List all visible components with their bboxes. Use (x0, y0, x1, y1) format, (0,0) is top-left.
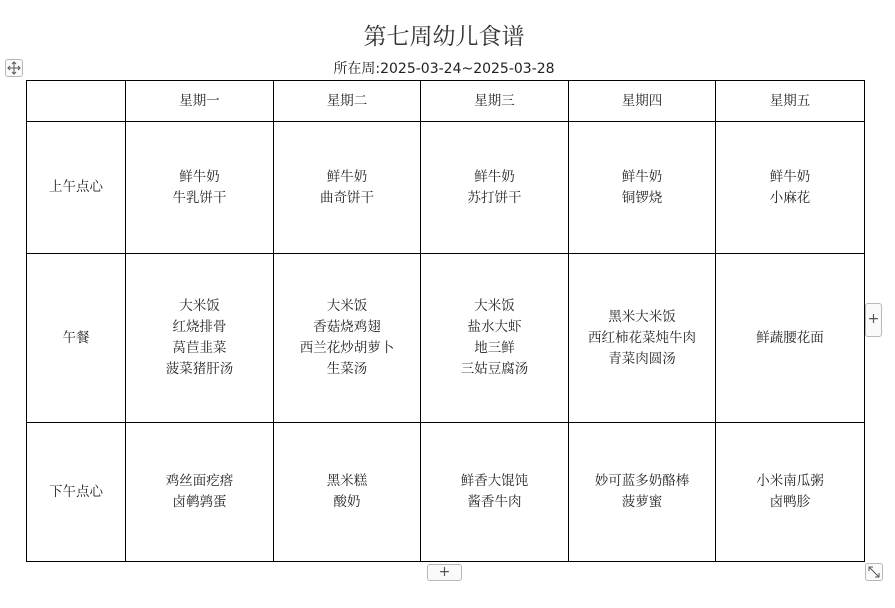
menu-item: 青菜肉圆汤 (608, 350, 676, 367)
menu-cell[interactable] (274, 254, 421, 423)
menu-item: 菠菜猪肝汤 (165, 361, 234, 377)
menu-cell[interactable] (569, 423, 716, 562)
menu-item: 盐水大虾 (467, 319, 522, 335)
menu-cell[interactable] (274, 122, 421, 254)
menu-item: 西兰花炒胡萝卜 (299, 340, 395, 356)
menu-cell[interactable] (274, 423, 421, 562)
menu-item: 鲜牛奶 (769, 168, 811, 185)
table-header-row (27, 81, 865, 122)
menu-item: 牛乳饼干 (172, 189, 227, 206)
move-arrows-icon (6, 60, 22, 76)
resize-diagonal-icon (866, 564, 882, 580)
menu-item: 莴苣韭菜 (172, 340, 227, 356)
table-resize-handle[interactable] (865, 563, 883, 581)
day-header-tuesday[interactable]: 星期二 (274, 81, 421, 122)
menu-item: 菠萝蜜 (621, 494, 663, 510)
menu-cell[interactable] (421, 423, 569, 562)
table-row-lunch (27, 254, 865, 423)
weekly-menu-table (26, 80, 865, 562)
menu-item: 鲜香大馄饨 (460, 473, 529, 489)
menu-item: 酱香牛肉 (467, 494, 522, 510)
menu-item: 大米饭 (474, 298, 515, 314)
menu-cell[interactable] (716, 122, 865, 254)
menu-item: 曲奇饼干 (320, 189, 374, 206)
menu-item: 铜锣烧 (621, 189, 663, 206)
menu-cell[interactable] (421, 254, 569, 423)
menu-cell[interactable] (716, 423, 865, 562)
week-range-subtitle: 所在周:2025-03-24~2025-03-28 (333, 61, 555, 77)
menu-item: 黑米大米饭 (608, 308, 676, 325)
menu-cell[interactable] (421, 122, 569, 254)
day-header-wednesday[interactable]: 星期三 (421, 81, 569, 122)
add-column-button[interactable]: + (865, 303, 882, 337)
menu-item: 妙可蓝多奶酪棒 (594, 473, 690, 489)
menu-item: 黑米糕 (326, 473, 368, 489)
row-label-morning-snack[interactable]: 上午点心 (27, 122, 126, 254)
menu-item: 卤鸭胗 (769, 494, 811, 510)
menu-item: 香菇烧鸡翅 (313, 319, 381, 335)
menu-item: 卤鹌鹑蛋 (172, 494, 227, 510)
menu-item: 生菜汤 (326, 361, 368, 377)
table-row-afternoon-snack (27, 423, 865, 562)
menu-cell[interactable] (126, 423, 274, 562)
corner-cell[interactable] (27, 81, 126, 122)
menu-item: 红烧排骨 (172, 319, 227, 335)
add-row-button[interactable]: + (427, 564, 462, 581)
day-header-monday[interactable]: 星期一 (126, 81, 274, 122)
menu-item: 鲜牛奶 (474, 168, 515, 185)
menu-cell[interactable] (716, 254, 865, 423)
menu-item: 三姑豆腐汤 (460, 361, 529, 377)
menu-item: 小麻花 (769, 189, 811, 206)
menu-item: 西红柿花菜炖牛肉 (588, 329, 696, 346)
page-title: 第七周幼儿食谱 (363, 24, 525, 50)
menu-item: 苏打饼干 (467, 189, 522, 206)
menu-cell[interactable] (569, 254, 716, 423)
day-header-thursday[interactable]: 星期四 (569, 81, 716, 122)
menu-item: 地三鲜 (474, 340, 515, 356)
menu-cell[interactable] (569, 122, 716, 254)
day-header-friday[interactable]: 星期五 (716, 81, 865, 122)
menu-item: 大米饭 (326, 298, 368, 314)
menu-item: 鲜蔬腰花面 (756, 329, 824, 346)
menu-item: 酸奶 (333, 494, 361, 510)
menu-item: 鲜牛奶 (326, 168, 368, 185)
row-label-afternoon-snack[interactable]: 下午点心 (27, 423, 126, 562)
row-label-lunch[interactable]: 午餐 (27, 254, 126, 423)
table-move-handle[interactable] (5, 59, 23, 77)
menu-cell[interactable] (126, 122, 274, 254)
menu-item: 鸡丝面疙瘩 (165, 473, 234, 489)
menu-item: 大米饭 (179, 298, 220, 314)
menu-item: 鲜牛奶 (179, 168, 220, 185)
menu-item: 鲜牛奶 (621, 168, 663, 185)
table-row-morning-snack (27, 122, 865, 254)
menu-cell[interactable] (126, 254, 274, 423)
menu-item: 小米南瓜粥 (756, 473, 824, 489)
